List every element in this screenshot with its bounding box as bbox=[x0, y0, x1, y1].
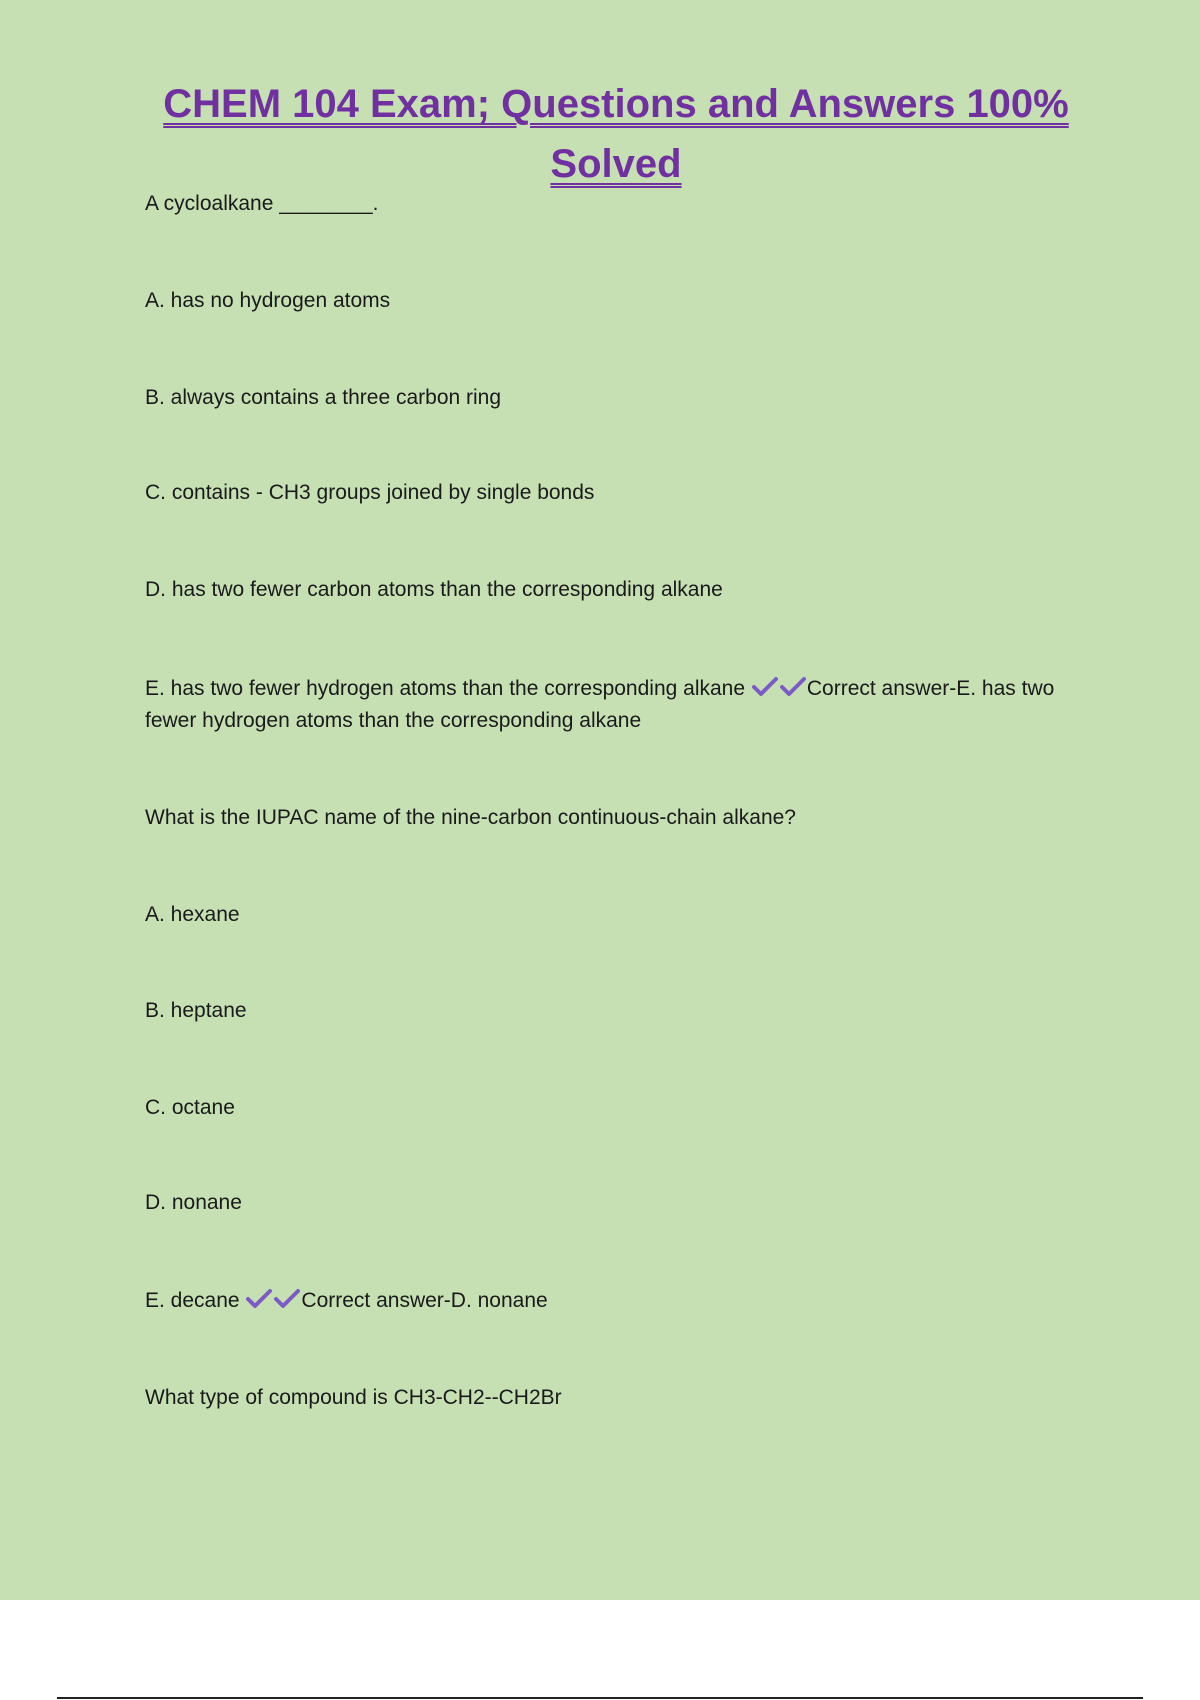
question-1-option-b: B. always contains a three carbon ring bbox=[145, 386, 502, 409]
question-2-stem: What is the IUPAC name of the nine-carbon continuous-chain alkane? bbox=[145, 806, 796, 829]
question-2-option-b: B. heptane bbox=[145, 999, 247, 1022]
question-2-option-e-with-answer bbox=[145, 1285, 1085, 1317]
question-1-option-c: C. contains - CH3 groups joined by single bonds bbox=[145, 481, 595, 504]
question-2-option-e: E. decane bbox=[145, 1289, 240, 1312]
question-1-option-e: E. has two fewer hydrogen atoms than the corresponding alkane bbox=[145, 677, 746, 700]
question-2-option-a: A. hexane bbox=[145, 903, 240, 926]
question-2-correct-answer: Correct answer-D. nonane bbox=[301, 1289, 548, 1312]
question-1-correct-answer: Correct answer-E. has two fewer hydrogen atoms than the corresponding alkane bbox=[145, 677, 1055, 732]
question-2-option-c: C. octane bbox=[145, 1096, 235, 1119]
check-icon bbox=[245, 1287, 273, 1311]
question-2-option-d: D. nonane bbox=[145, 1191, 242, 1214]
question-3-stem: What type of compound is CH3-CH2--CH2Br bbox=[145, 1386, 562, 1409]
footer-divider bbox=[57, 1697, 1143, 1699]
document-title: CHEM 104 Exam; Questions and Answers 100% Solved bbox=[163, 82, 1069, 186]
question-1-option-a: A. has no hydrogen atoms bbox=[145, 289, 391, 312]
question-1-option-e-with-answer bbox=[145, 673, 1085, 737]
question-1-stem: A cycloalkane ________. bbox=[145, 192, 379, 215]
question-1-option-d: D. has two fewer carbon atoms than the corresponding alkane bbox=[145, 578, 723, 601]
check-icon bbox=[779, 675, 807, 699]
check-icon bbox=[273, 1287, 301, 1311]
check-icon bbox=[751, 675, 779, 699]
